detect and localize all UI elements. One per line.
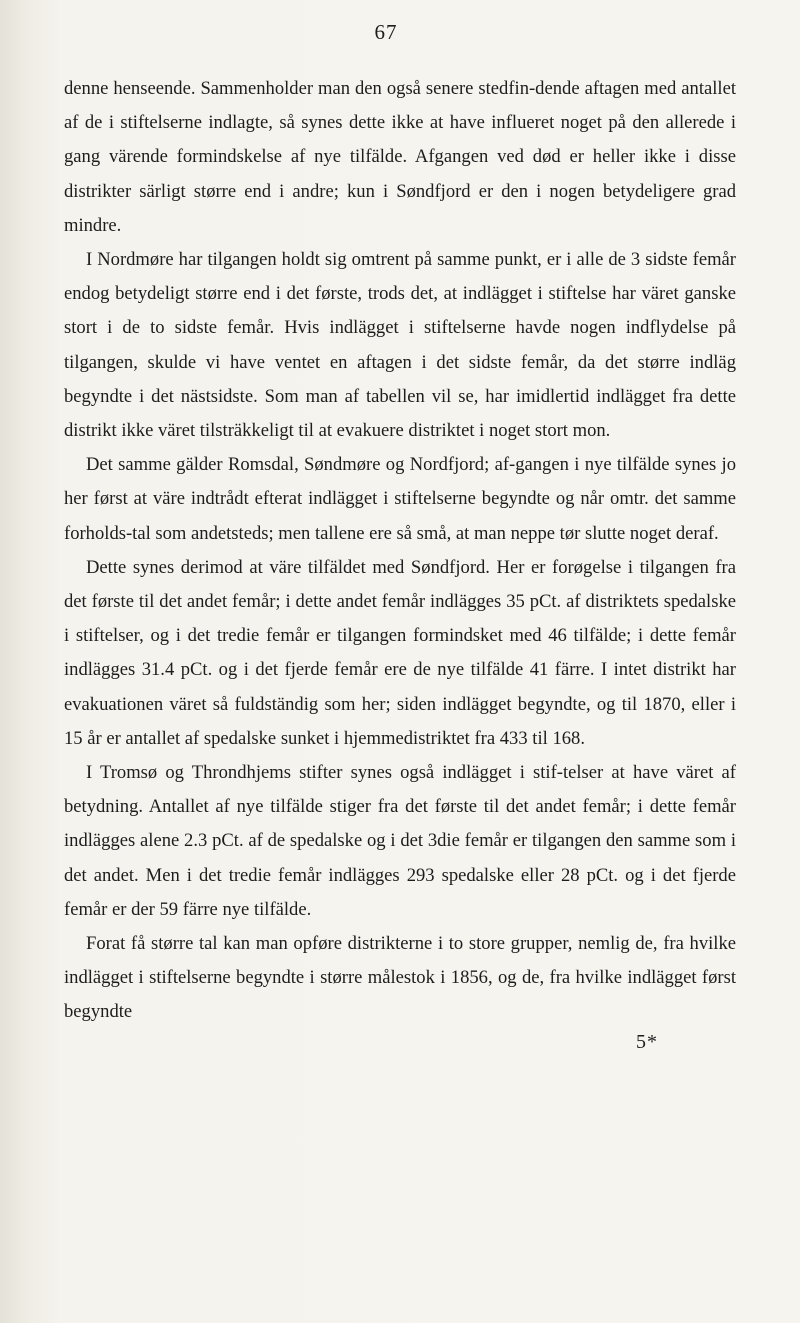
paragraph: Forat få større tal kan man opføre distrikterne i to store grupper, nemlig de, fra hvilke indlägget i stiftelserne begyndte i større målestok i 1856, og de, fra hvilke indlägget først begyndte: [64, 933, 736, 1023]
paragraph: I Nordmøre har tilgangen holdt sig omtrent på samme punkt, er i alle de 3 sidste femår endog betydeligt større end i det første, trods det, at indlägget i stiftelse har väret ganske stort i de to sidste femår. Hvis indlägget i stiftelserne havde nogen indflydelse på tilgangen, skulde vi have ventet en aftagen i det sidste femår, da det større indläg begyndte i det nästsidste. Som man af tabellen vil se, har imidlertid indlägget fra dette distrikt ikke väret tilsträkkeligt til at evakuere distriktet i noget stort mon.: [64, 249, 736, 442]
page-number: 67: [374, 20, 398, 44]
printer-signature: 5*: [636, 1031, 658, 1053]
body-text: [64, 72, 736, 1030]
paragraph: I Tromsø og Throndhjems stifter synes også indlägget i stif-telser at have väret af betydning. Antallet af nye tilfälde stiger fra det første til det andet femår; i dette femår indlägges alene 2.3 pCt. af de spedalske og i det 3die femår er tilgangen den samme som i det andet. Men i det tredie femår indlägges 293 spedalske eller 28 pCt. og i det fjerde femår er der 59 färre nye tilfälde.: [64, 762, 736, 920]
paragraph: Det samme gälder Romsdal, Søndmøre og Nordfjord; af-gangen i nye tilfälde synes jo her først at väre indtrådt efterat indlägget i stiftelserne begyndte og når omtr. det samme forholds-tal som andetsteds; men tallene ere så små, at man neppe tør slutte noget deraf.: [64, 454, 736, 544]
paragraph: denne henseende. Sammenholder man den også senere stedfin-dende aftagen med antallet af de i stiftelserne indlagte, så synes dette ikke at have influeret noget på den allerede i gang värende formindskelse af nye tilfälde. Afgangen ved død er heller ikke i disse distrikter särligt større end i andre; kun i Søndfjord er den i nogen betydeligere grad mindre.: [64, 78, 736, 236]
paragraph: Dette synes derimod at väre tilfäldet med Søndfjord. Her er forøgelse i tilgangen fra det første til det andet femår; i dette andet femår indlägges 35 pCt. af distriktets spedalske i stiftelser, og i det tredie femår er tilgangen formindsket med 46 tilfälde; i dette femår indlägges 31.4 pCt. og i det fjerde femår ere de nye tilfälde 41 färre. I intet distrikt har evakuationen väret så fuldständig som her; siden indlägget begyndte, og til 1870, eller i 15 år er antallet af spedalske sunket i hjemmedistriktet fra 433 til 168.: [64, 556, 736, 749]
